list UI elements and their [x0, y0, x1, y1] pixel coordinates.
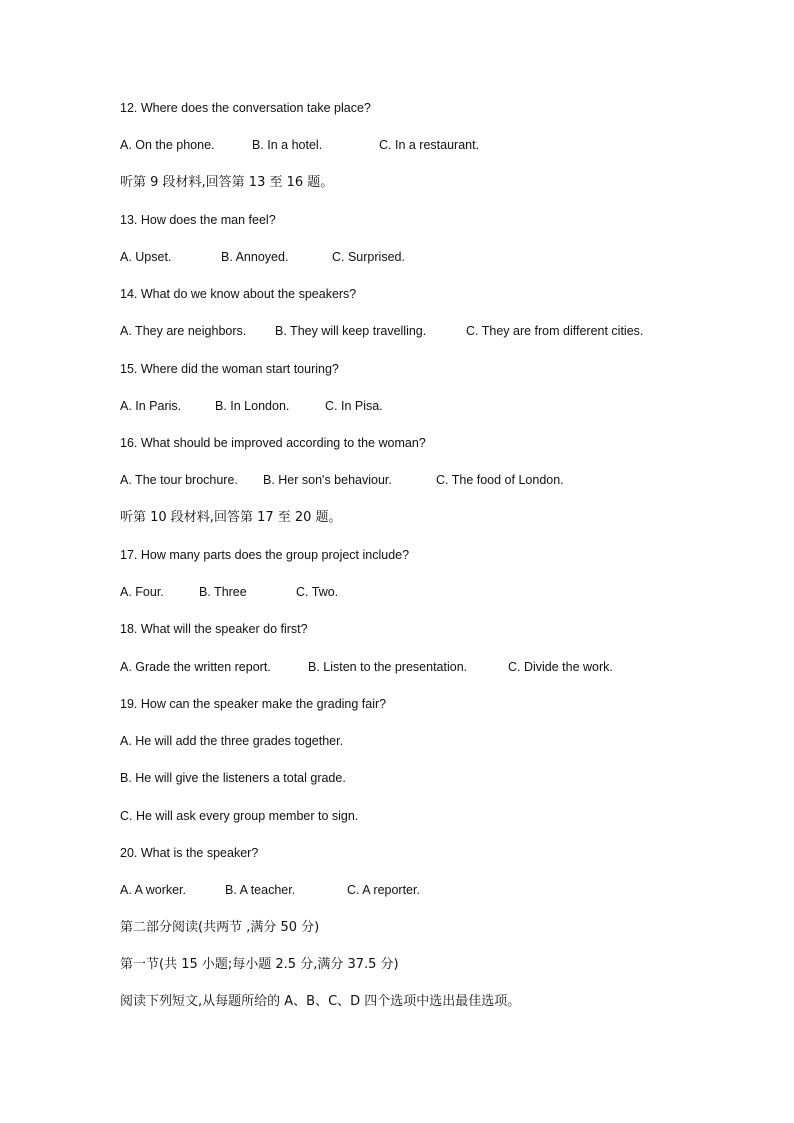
option-c: C. Surprised. — [332, 250, 405, 264]
question-12-options — [120, 137, 720, 153]
part-2-heading: 第二部分阅读(共两节 ,满分 50 分) — [120, 920, 320, 935]
option-a: A. They are neighbors. — [120, 324, 247, 338]
option-a: A. Upset. — [120, 250, 172, 264]
option-c: C. Divide the work. — [508, 660, 613, 674]
option-b: B. Her son's behaviour. — [263, 473, 392, 487]
question-15-stem: 15. Where did the woman start touring? — [120, 362, 339, 376]
option-c: C. The food of London. — [436, 473, 564, 487]
question-13-options — [120, 249, 720, 265]
option-c: C. A reporter. — [347, 883, 420, 897]
option-a: A. On the phone. — [120, 138, 215, 152]
option-b: B. They will keep travelling. — [275, 324, 427, 338]
question-14-stem: 14. What do we know about the speakers? — [120, 287, 357, 301]
option-b: B. In London. — [215, 399, 290, 413]
question-20-stem: 20. What is the speaker? — [120, 846, 259, 860]
question-19-option-b: B. He will give the listeners a total grade. — [120, 771, 346, 785]
option-b: B. Three — [199, 585, 247, 599]
section-10-instruction: 听第 10 段材料,回答第 17 至 20 题。 — [120, 510, 342, 525]
question-16-stem: 16. What should be improved according to the woman? — [120, 436, 426, 450]
option-a: A. The tour brochure. — [120, 473, 238, 487]
option-b: B. A teacher. — [225, 883, 296, 897]
question-20-options — [120, 882, 720, 898]
question-17-stem: 17. How many parts does the group project include? — [120, 548, 410, 562]
question-14-options — [120, 323, 740, 339]
option-b: B. Listen to the presentation. — [308, 660, 468, 674]
section-9-instruction: 听第 9 段材料,回答第 13 至 16 题。 — [120, 175, 334, 190]
question-19-option-a: A. He will add the three grades together. — [120, 734, 344, 748]
question-18-stem: 18. What will the speaker do first? — [120, 622, 308, 636]
question-19-option-c: C. He will ask every group member to sign. — [120, 809, 359, 823]
question-19-stem: 19. How can the speaker make the grading fair? — [120, 697, 387, 711]
part-2-section-1-heading: 第一节(共 15 小题;每小题 2.5 分,满分 37.5 分) — [120, 957, 399, 972]
option-c: C. In Pisa. — [325, 399, 383, 413]
option-c: C. They are from different cities. — [466, 324, 644, 338]
option-c: C. In a restaurant. — [379, 138, 480, 152]
question-15-options — [120, 398, 720, 414]
option-a: A. In Paris. — [120, 399, 182, 413]
question-18-options — [120, 659, 740, 675]
option-a: A. Grade the written report. — [120, 660, 271, 674]
question-17-options — [120, 584, 720, 600]
option-b: B. In a hotel. — [252, 138, 323, 152]
question-13-stem: 13. How does the man feel? — [120, 213, 276, 227]
question-12-stem: 12. Where does the conversation take place? — [120, 101, 371, 115]
option-a: A. A worker. — [120, 883, 187, 897]
option-b: B. Annoyed. — [221, 250, 289, 264]
option-c: C. Two. — [296, 585, 339, 599]
question-16-options — [120, 472, 720, 488]
part-2-instruction: 阅读下列短文,从每题所给的 A、B、C、D 四个选项中选出最佳选项。 — [120, 994, 521, 1009]
option-a: A. Four. — [120, 585, 164, 599]
